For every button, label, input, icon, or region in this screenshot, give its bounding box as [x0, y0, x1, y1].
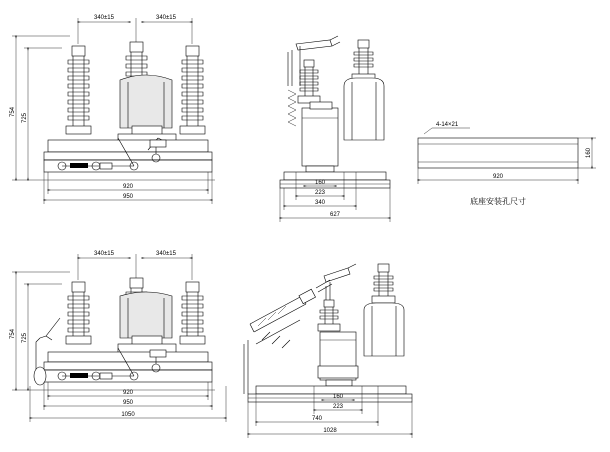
insulator-right-top — [180, 46, 205, 134]
dim-inner-side-lower: 160 — [332, 394, 344, 400]
breaker-tank-top — [118, 75, 176, 144]
tank-side-upper — [302, 102, 338, 172]
dim-base-side-lower: 740 — [311, 416, 323, 422]
insulator-side-mid-lower — [318, 300, 340, 331]
dim-height-outer-bottom: 754 — [10, 328, 16, 340]
dim-height-inner-bottom: 725 — [22, 332, 28, 344]
dim-phase-right-bottom: 340±15 — [156, 251, 176, 257]
view-side-upper — [280, 36, 390, 222]
view-front-lower — [10, 251, 226, 422]
view-side-lower — [244, 264, 412, 438]
dim-overall-side-lower: 1028 — [323, 428, 337, 434]
dim-base-side-upper: 340 — [314, 200, 326, 206]
dim-overall-width-bottom: 1050 — [121, 412, 135, 418]
dim-phase-right-top: 340±15 — [156, 15, 176, 21]
insulator-side-upper — [344, 40, 384, 140]
dim-inner-side-upper: 160 — [314, 180, 326, 186]
dim-overall-side-upper: 627 — [329, 212, 341, 218]
view-base-mounting-plan — [418, 122, 596, 206]
dim-height-outer-top: 754 — [10, 106, 16, 118]
dim-phase-left-top: 340±15 — [94, 15, 114, 21]
note-hole-spec: 4-14×21 — [436, 122, 459, 128]
dim-mid-side-upper: 223 — [314, 190, 326, 196]
caption-base-mounting: 底座安装孔尺寸 — [470, 197, 526, 206]
dim-mid-side-lower: 223 — [332, 404, 344, 410]
insulator-left-bottom — [66, 282, 91, 344]
breaker-tank-bottom — [118, 292, 176, 354]
dim-height-inner-top: 725 — [22, 112, 28, 124]
insulator-side-mid-upper — [298, 60, 320, 103]
insulator-left-top — [66, 46, 91, 134]
dim-plan-width: 160 — [586, 147, 592, 159]
base-side-upper — [280, 172, 390, 188]
insulator-right-bottom — [180, 282, 205, 344]
insulator-side-lower — [364, 264, 404, 356]
base-frame-top — [44, 138, 212, 172]
dim-overall-width-top: 950 — [122, 194, 134, 200]
view-front-upper — [10, 15, 215, 204]
dim-plan-length: 920 — [492, 174, 504, 180]
dim-mid-width-bottom: 950 — [122, 400, 134, 406]
dim-base-width-top: 920 — [122, 184, 134, 190]
dim-phase-left-bottom: 340±15 — [94, 251, 114, 257]
dim-base-width-bottom: 920 — [122, 390, 134, 396]
tank-side-lower — [318, 332, 358, 386]
operating-rod-lower — [324, 264, 356, 300]
